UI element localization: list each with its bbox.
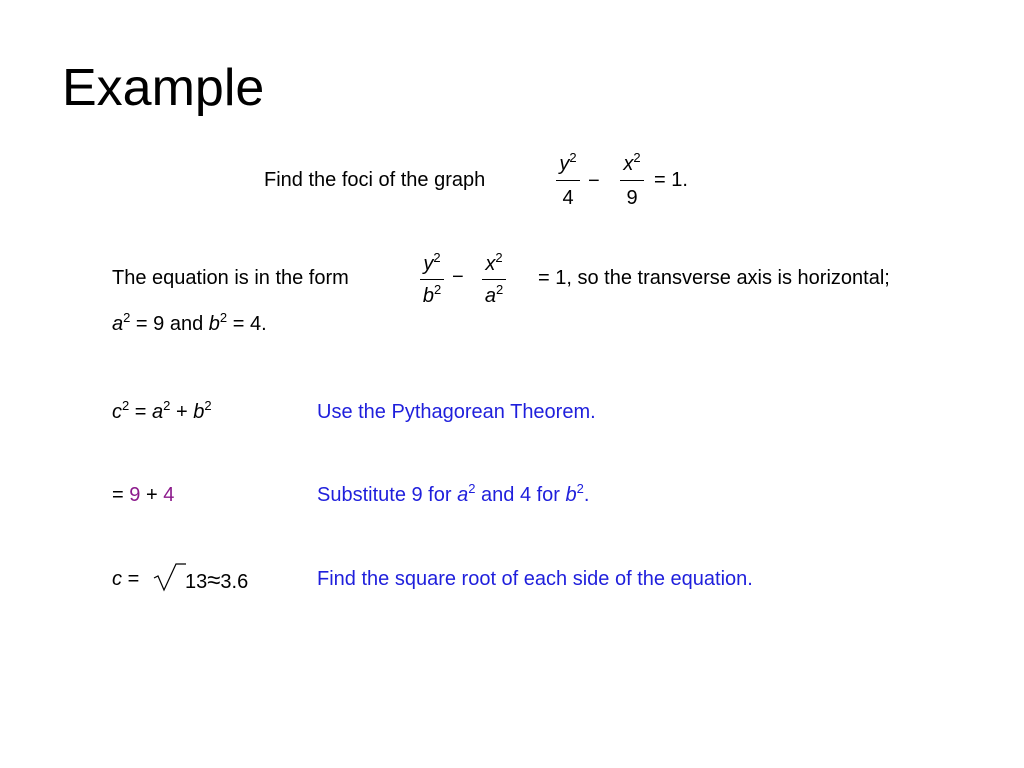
form-line-prefix: The equation is in the form [112,267,349,289]
step-2-equation: = 9 + 4 [112,484,175,506]
fraction-numerator: $x^2$ [623,150,641,175]
step-3-lhs: c = [112,568,140,590]
form-fraction-x2-over-a2 [482,250,506,310]
fraction-numerator: $y^2$ [559,150,577,175]
substituted-value-4: 4 [163,484,175,506]
minus-sign: − [588,170,600,192]
fraction-denominator: $b^2$ [422,282,442,307]
problem-fraction-x2-over-9 [620,150,644,210]
fraction-bar [620,180,644,181]
fraction-bar [482,279,506,280]
step-1-equation: $c^2 = a^2 + b^2$ [112,398,212,423]
approx-sign: ≈ [207,567,221,594]
fraction-denominator: 9 [626,187,638,209]
values-line: $a^2 = 9$ and $b^2 = 4$. [112,310,267,335]
fraction-denominator: 4 [562,187,574,209]
radicand: 13 [185,571,208,593]
minus-sign: − [452,266,464,288]
fraction-denominator: $a^2$ [484,282,504,307]
problem-prefix: Find the foci of the graph [264,169,486,191]
form-line-suffix: = 1, so the transverse axis is horizontal; [538,267,890,289]
fraction-numerator: $y^2$ [423,250,441,275]
problem-fraction-y2-over-4 [556,150,580,210]
step-3-rhs [185,569,248,593]
fraction-bar [420,279,444,280]
step-2-note: Substitute 9 for $a^2$ and 4 for $b^2$. [317,481,590,506]
substituted-value-9: 9 [129,484,141,506]
result-value: 3.6 [220,571,249,593]
form-fraction-y2-over-b2 [420,250,444,310]
square-root-icon [152,560,186,592]
fraction-numerator: $x^2$ [485,250,503,275]
step-3-note: Find the square root of each side of the equation. [317,568,753,590]
fraction-bar [556,180,580,181]
step-1-note: Use the Pythagorean Theorem. [317,401,596,423]
slide-title: Example [62,59,265,117]
problem-suffix: = 1. [654,169,688,191]
